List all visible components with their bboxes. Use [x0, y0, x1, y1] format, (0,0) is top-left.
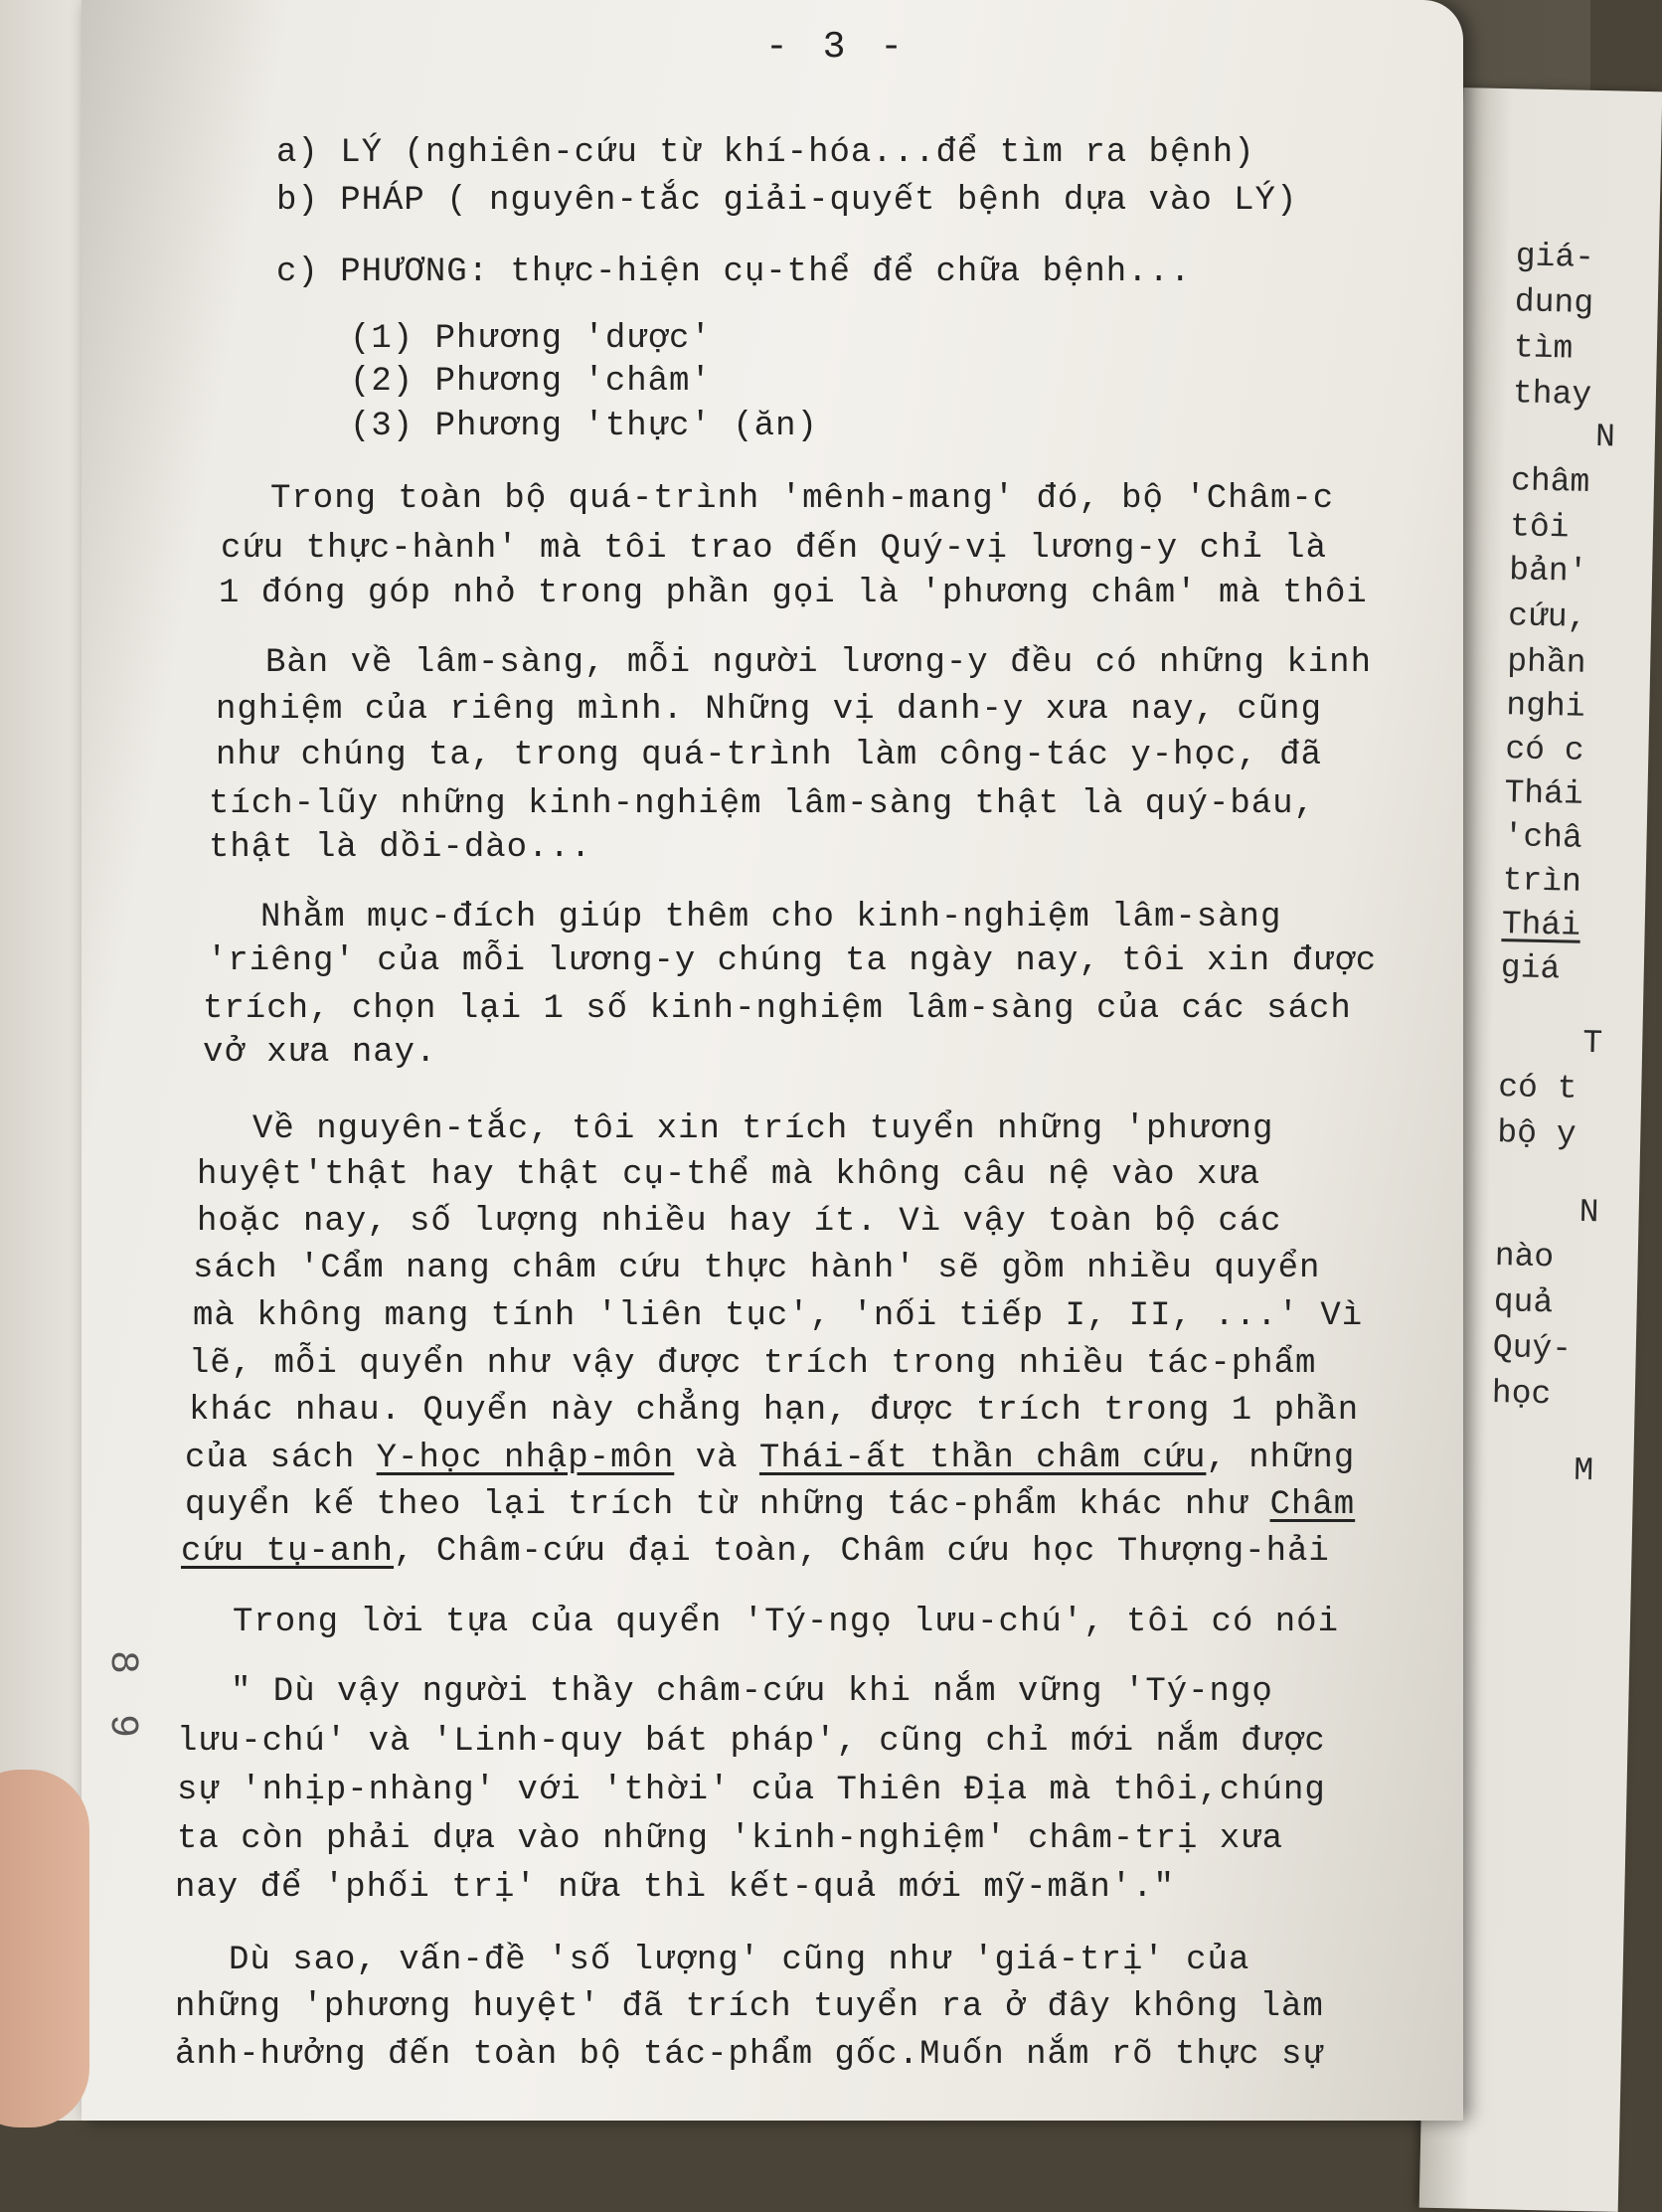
margin-mark: 8 9 [99, 1650, 144, 1747]
paragraph-line: vở xưa nay. [203, 1034, 437, 1072]
paragraph-line: ảnh-hưởng đến toàn bộ tác-phẩm gốc.Muốn nắm rõ thực sự [175, 2036, 1324, 2074]
quote-line: ta còn phải dựa vào những 'kinh-nghiệm' châm-trị xưa [177, 1820, 1283, 1858]
next-page-line: quả [1493, 1283, 1554, 1322]
sub-item-thuc: (3) Phương 'thực' (ăn) [350, 408, 818, 445]
paragraph-line: cứu thực-hành' mà tôi trao đến Quý-vị lương-y chỉ là [221, 530, 1327, 568]
text-segment: , Châm-cứu đại toàn, Châm cứu học Thượng-hải [394, 1533, 1330, 1571]
next-page-line: bản' [1508, 552, 1588, 591]
next-page-line: tôi [1509, 508, 1570, 547]
next-page-line: có t [1497, 1069, 1578, 1107]
list-item-phuong: c) PHƯƠNG: thực-hiện cụ-thể để chữa bệnh... [276, 254, 1192, 291]
page-number: - 3 - [764, 26, 910, 69]
list-item-ly: a) LÝ (nghiên-cứu từ khí-hóa...để tìm ra bệnh) [276, 134, 1255, 172]
next-page-line: cứu, [1507, 597, 1587, 636]
next-page-line: nghi [1505, 687, 1585, 726]
paragraph-line: hoặc nay, số lượng nhiều hay ít. Vì vậy toàn bộ các [197, 1203, 1282, 1241]
text-segment: của sách [185, 1440, 377, 1477]
paragraph-line: những 'phương huyệt' đã trích tuyển ra ở đây không làm [175, 1988, 1324, 2026]
next-page-line: Quý- [1492, 1329, 1573, 1368]
paragraph-line: Về nguyên-tắc, tôi xin trích tuyển những 'phương [252, 1110, 1274, 1148]
next-page-line: thay [1512, 375, 1592, 414]
book-title-cham-cuu-tu-anh: Châm [1269, 1486, 1356, 1524]
paragraph-line: 'riêng' của mỗi lương-y chúng ta ngày nay, tôi xin được [207, 942, 1378, 980]
text-segment: , những [1206, 1440, 1356, 1477]
paragraph-line: nghiệm của riêng mình. Những vị danh-y xưa nay, cũng [216, 691, 1322, 729]
next-page-line: Thái [1501, 906, 1581, 944]
paragraph-line: sách 'Cẩm nang châm cứu thực hành' sẽ gồm nhiều quyển [193, 1250, 1321, 1287]
next-page-line: học [1491, 1375, 1552, 1414]
text-segment: và [674, 1440, 759, 1477]
book-title-thai-at: Thái-ất thần châm cứu [758, 1440, 1207, 1477]
paragraph-line: Dù sao, vấn-đề 'số lượng' cũng như 'giá-trị' của [229, 1942, 1250, 1979]
thumb [0, 1770, 89, 2127]
paragraph-line-with-titles [185, 1486, 1355, 1524]
paragraph-line: Trong lời tựa của quyển 'Tý-ngọ lưu-chú', tôi có nói [233, 1604, 1339, 1641]
page-body [82, 0, 1463, 2121]
document-page [82, 0, 1463, 2121]
paragraph-line: huyệt'thật hay thật cụ-thể mà không câu nệ vào xưa [197, 1156, 1261, 1194]
paragraph-line: trích, chọn lại 1 số kinh-nghiệm lâm-sàng của các sách [203, 990, 1352, 1028]
paragraph-line: tích-lũy những kinh-nghiệm lâm-sàng thật là quý-báu, [209, 785, 1315, 823]
paragraph-line: khác nhau. Quyển này chẳng hạn, được trích trong 1 phần [189, 1392, 1360, 1430]
book-title-cham-cuu-tu-anh: cứu tụ-anh [181, 1533, 395, 1571]
paragraph-line: 1 đóng góp nhỏ trong phần gọi là 'phương châm' mà thôi [219, 575, 1368, 612]
quote-line: " Dù vậy người thầy châm-cứu khi nắm vững 'Tý-ngọ [231, 1673, 1273, 1711]
next-page-line: N [1579, 1193, 1599, 1232]
next-page-line: tìm [1513, 329, 1574, 368]
list-item-phap: b) PHÁP ( nguyên-tắc giải-quyết bệnh dựa vào LÝ) [276, 182, 1298, 220]
next-page-line: phần [1506, 643, 1586, 682]
quote-line: lưu-chú' và 'Linh-quy bát pháp', cũng chỉ mới nắm được [177, 1723, 1326, 1761]
paragraph-line: Bàn về lâm-sàng, mỗi người lương-y đều có những kinh [265, 644, 1372, 682]
next-page-line: nào [1494, 1238, 1555, 1276]
quote-line: sự 'nhịp-nhàng' với 'thời' của Thiên Địa mà thôi,chúng [177, 1772, 1326, 1809]
quote-line: nay để 'phối trị' nữa thì kết-quả mới mỹ-mãn'." [175, 1869, 1175, 1907]
paragraph-line: Nhằm mục-đích giúp thêm cho kinh-nghiệm lâm-sàng [260, 899, 1282, 936]
paragraph-line: như chúng ta, trong quá-trình làm công-tác y-học, đã [216, 737, 1322, 774]
next-page-line: bộ y [1496, 1114, 1577, 1153]
next-page-line: T [1581, 1024, 1603, 1063]
next-page-line: giá- [1515, 238, 1595, 276]
next-page-line: N [1594, 418, 1616, 456]
paragraph-line: Trong toàn bộ quá-trình 'mênh-mang' đó, bộ 'Châm-c [270, 480, 1335, 518]
paragraph-line: mà không mang tính 'liên tục', 'nối tiếp I, II, ...' Vì [193, 1297, 1364, 1335]
paragraph-line-with-titles [185, 1440, 1355, 1477]
next-page-line: Thái [1504, 774, 1584, 813]
next-page-line: trìn [1502, 862, 1582, 901]
next-page-line: có c [1505, 731, 1585, 769]
book-title-y-hoc-nhap-mon: Y-học nhập-môn [376, 1440, 675, 1477]
paragraph-line: thật là dồi-dào... [209, 829, 592, 867]
next-page-line: giá [1500, 949, 1561, 988]
next-page-line: châm [1510, 462, 1590, 501]
sub-item-cham: (2) Phương 'châm' [350, 363, 712, 401]
paragraph-line-with-titles [181, 1533, 1330, 1571]
next-page-line: dung [1514, 283, 1594, 322]
sub-item-duoc: (1) Phương 'dược' [350, 320, 712, 358]
next-page-line: 'châ [1503, 818, 1583, 857]
paragraph-line: lẽ, mỗi quyển như vậy được trích trong nhiều tác-phẩm [189, 1345, 1317, 1383]
text-segment: quyển kế theo lại trích từ những tác-phẩm khác như [185, 1486, 1270, 1524]
next-page-line: M [1573, 1451, 1594, 1490]
